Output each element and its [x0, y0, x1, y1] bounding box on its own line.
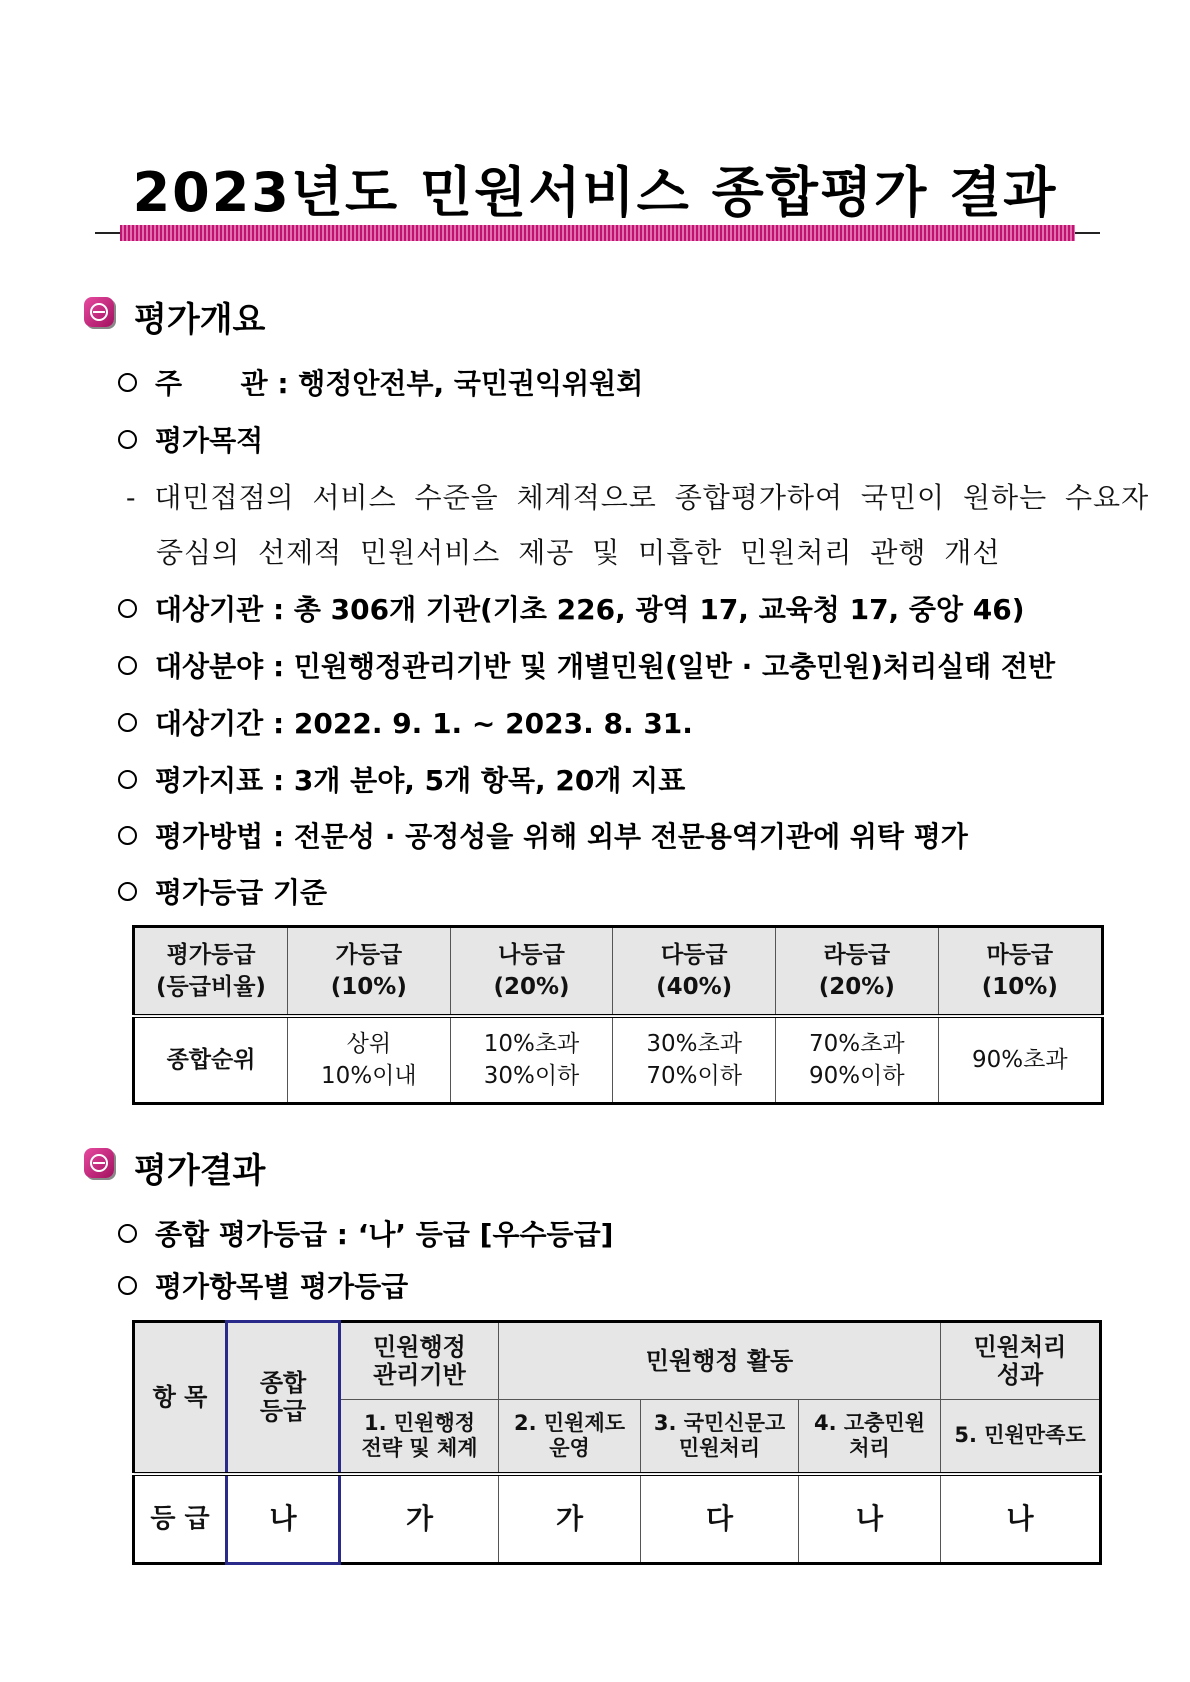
grade-criteria-table — [132, 925, 1104, 1105]
table-row — [134, 927, 1103, 1017]
sub-header-2: 2. 민원제도 운영 — [499, 1400, 641, 1474]
table-row — [134, 1474, 1101, 1564]
section-title-overview: 평가개요 — [134, 300, 266, 340]
bullet-criteria: 평가등급 기준 — [118, 871, 327, 911]
header-cell: 평가등급 (등급비율) — [134, 927, 288, 1017]
bullet-purpose: 평가목적 — [118, 419, 263, 459]
bullet-targets: 대상기관 : 총 306개 기관(기초 226, 광역 17, 교육청 17, 중앙 46) — [118, 588, 1025, 628]
section-bullet-icon — [84, 1148, 114, 1178]
result-table — [132, 1320, 1102, 1565]
overall-grade: 나 — [227, 1474, 340, 1564]
grade-cell: 가 — [340, 1474, 499, 1564]
bullet-host: 주 관 : 행정안전부, 국민권익위원회 — [118, 362, 643, 402]
row-label: 종합순위 — [134, 1016, 288, 1104]
group-header-2: 민원행정 활동 — [499, 1322, 941, 1400]
sub-header-5: 5. 민원만족도 — [941, 1400, 1101, 1474]
overall-label: 종합 등급 — [227, 1322, 340, 1474]
circle-bullet-icon — [118, 1276, 137, 1295]
title-underline — [95, 225, 1100, 241]
group-header-1: 민원행정 관리기반 — [340, 1322, 499, 1400]
bullet-period: 대상기간 : 2022. 9. 1. ~ 2023. 8. 31. — [118, 702, 693, 742]
item-label: 항 목 — [134, 1322, 227, 1474]
purpose-line-2: 중심의 선제적 민원서비스 제공 및 미흡한 민원처리 관행 개선 — [156, 536, 1001, 569]
bullet-method: 평가방법 : 전문성 · 공정성을 위해 외부 전문용역기관에 위탁 평가 — [118, 815, 968, 855]
circle-bullet-icon — [118, 713, 137, 732]
header-cell: 라등급 (20%) — [775, 927, 938, 1017]
table-cell: 70%초과 90%이하 — [775, 1016, 938, 1104]
grade-cell: 다 — [641, 1474, 799, 1564]
table-row — [134, 1322, 1101, 1400]
header-cell: 나등급 (20%) — [450, 927, 613, 1017]
sub-header-1: 1. 민원행정 전략 및 체계 — [340, 1400, 499, 1474]
grade-cell: 가 — [499, 1474, 641, 1564]
header-cell: 가등급 (10%) — [288, 927, 451, 1017]
grade-cell: 나 — [799, 1474, 941, 1564]
table-cell: 90%초과 — [938, 1016, 1102, 1104]
circle-bullet-icon — [118, 826, 137, 845]
circle-bullet-icon — [118, 1224, 137, 1243]
circle-bullet-icon — [118, 373, 137, 392]
circle-bullet-icon — [118, 882, 137, 901]
bullet-overall-grade: 종합 평가등급 : ‘나’ 등급 [우수등급] — [118, 1213, 613, 1253]
table-cell: 10%초과 30%이하 — [450, 1016, 613, 1104]
circle-bullet-icon — [118, 656, 137, 675]
table-cell: 상위 10%이내 — [288, 1016, 451, 1104]
bullet-by-item: 평가항목별 평가등급 — [118, 1265, 408, 1305]
header-cell: 마등급 (10%) — [938, 927, 1102, 1017]
grade-cell: 나 — [941, 1474, 1101, 1564]
sub-header-4: 4. 고충민원 처리 — [799, 1400, 941, 1474]
group-header-3: 민원처리 성과 — [941, 1322, 1101, 1400]
purpose-line-1: - 대민접점의 서비스 수준을 체계적으로 종합평가하여 국민이 원하는 수요자 — [126, 481, 1150, 514]
bullet-fields: 대상분야 : 민원행정관리기반 및 개별민원(일반 · 고충민원)처리실태 전반 — [118, 645, 1055, 685]
title-underline-band — [120, 225, 1075, 241]
header-cell: 다등급 (40%) — [613, 927, 776, 1017]
circle-bullet-icon — [118, 770, 137, 789]
table-cell: 30%초과 70%이하 — [613, 1016, 776, 1104]
sub-header-3: 3. 국민신문고 민원처리 — [641, 1400, 799, 1474]
section-title-results: 평가결과 — [134, 1151, 266, 1191]
page-title: 2023년도 민원서비스 종합평가 결과 — [132, 161, 1058, 224]
bullet-indicators: 평가지표 : 3개 분야, 5개 항목, 20개 지표 — [118, 759, 685, 799]
table-row — [134, 1016, 1103, 1104]
circle-bullet-icon — [118, 599, 137, 618]
section-bullet-icon — [84, 297, 114, 327]
grade-label: 등 급 — [134, 1474, 227, 1564]
circle-bullet-icon — [118, 430, 137, 449]
